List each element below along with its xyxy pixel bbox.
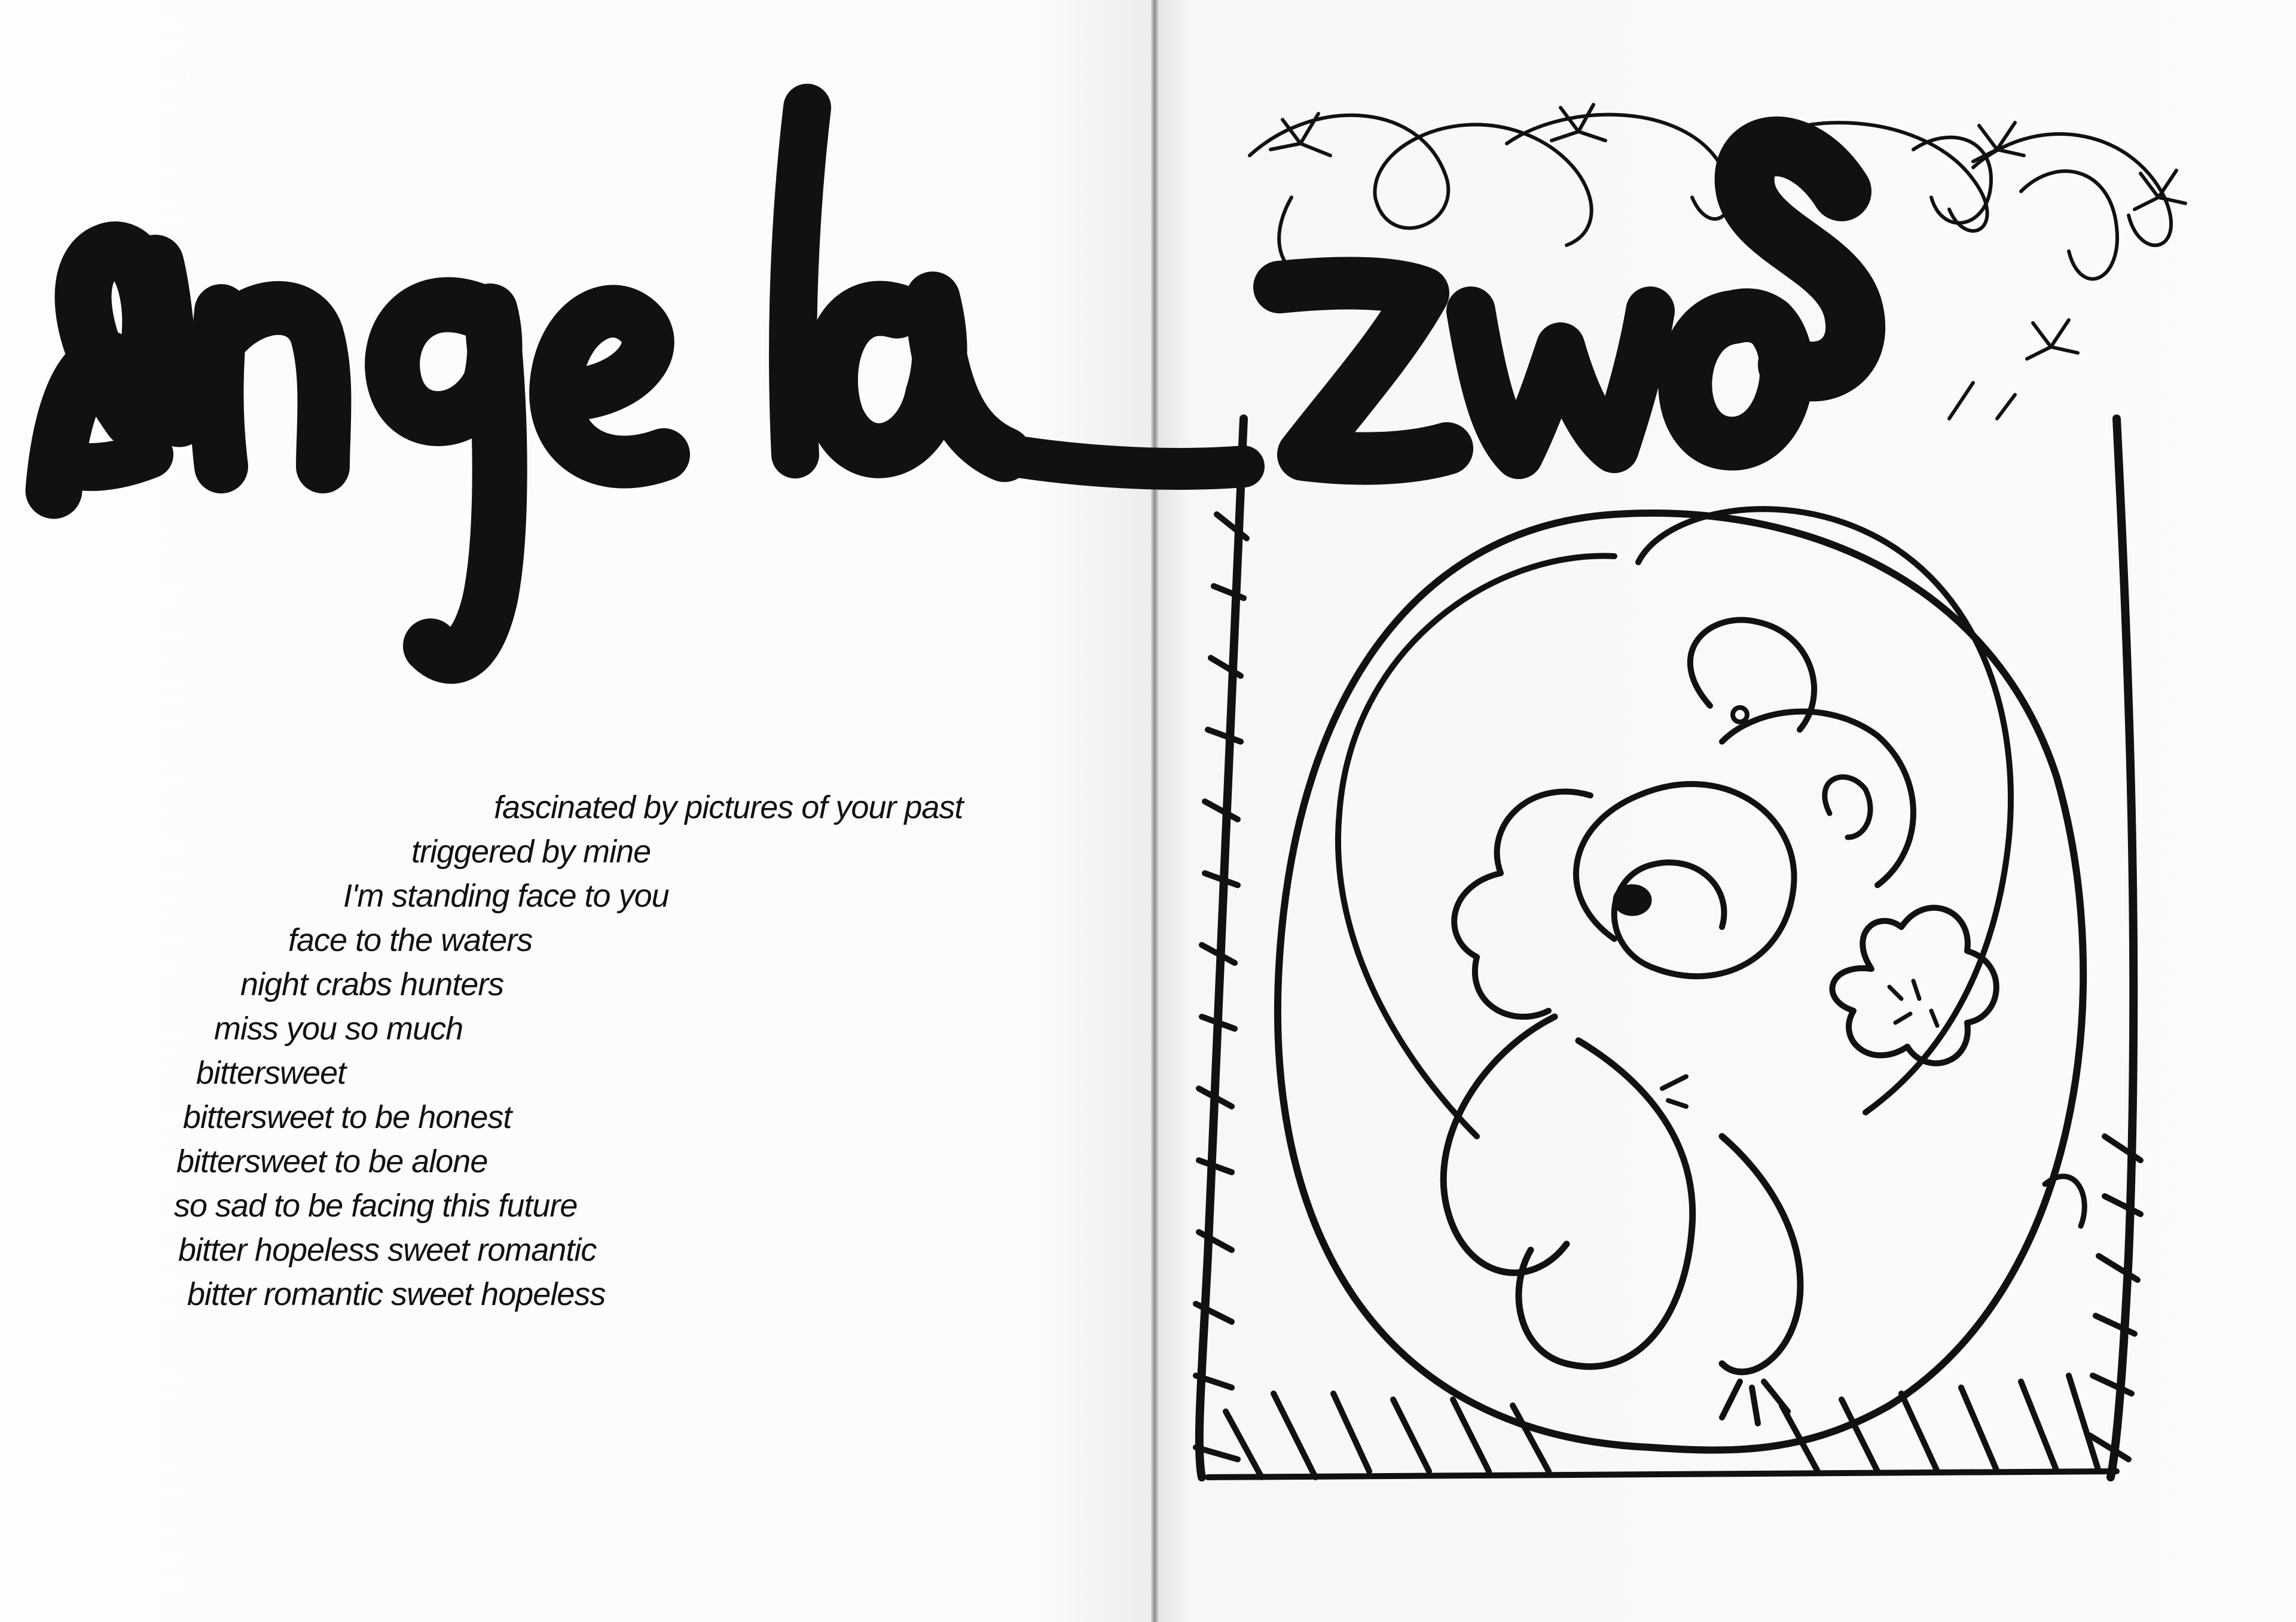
poem-line: night crabs hunters bbox=[240, 967, 504, 1002]
poem-line: bittersweet bbox=[196, 1055, 346, 1091]
poem-line: miss you so much bbox=[214, 1011, 463, 1047]
poem-line: I'm standing face to you bbox=[343, 878, 669, 914]
poem-line: face to the waters bbox=[288, 922, 533, 958]
ink-drawing-figure-icon bbox=[1196, 419, 2141, 1477]
connecting-tail-stroke bbox=[1004, 455, 1244, 469]
poem-line: bitter romantic sweet hopeless bbox=[187, 1276, 606, 1312]
poem-line: fascinated by pictures of your past bbox=[494, 789, 963, 825]
letter-a2-stroke bbox=[831, 299, 1004, 455]
poem-line: bittersweet to be honest bbox=[183, 1099, 512, 1135]
letter-w-stroke bbox=[1471, 311, 1650, 455]
poem-line: bittersweet to be alone bbox=[176, 1144, 488, 1179]
poem-line: bitter hopeless sweet romantic bbox=[178, 1232, 597, 1268]
letter-n-stroke bbox=[217, 308, 325, 467]
title-lettering-logo bbox=[54, 108, 1855, 656]
letter-g-stroke bbox=[392, 304, 500, 656]
letter-z-stroke bbox=[1280, 283, 1447, 458]
poem-line: triggered by mine bbox=[411, 834, 651, 870]
letter-a-foot bbox=[60, 455, 149, 467]
poem-line: so sad to be facing this future bbox=[174, 1188, 578, 1224]
letter-e-stroke bbox=[555, 311, 664, 462]
